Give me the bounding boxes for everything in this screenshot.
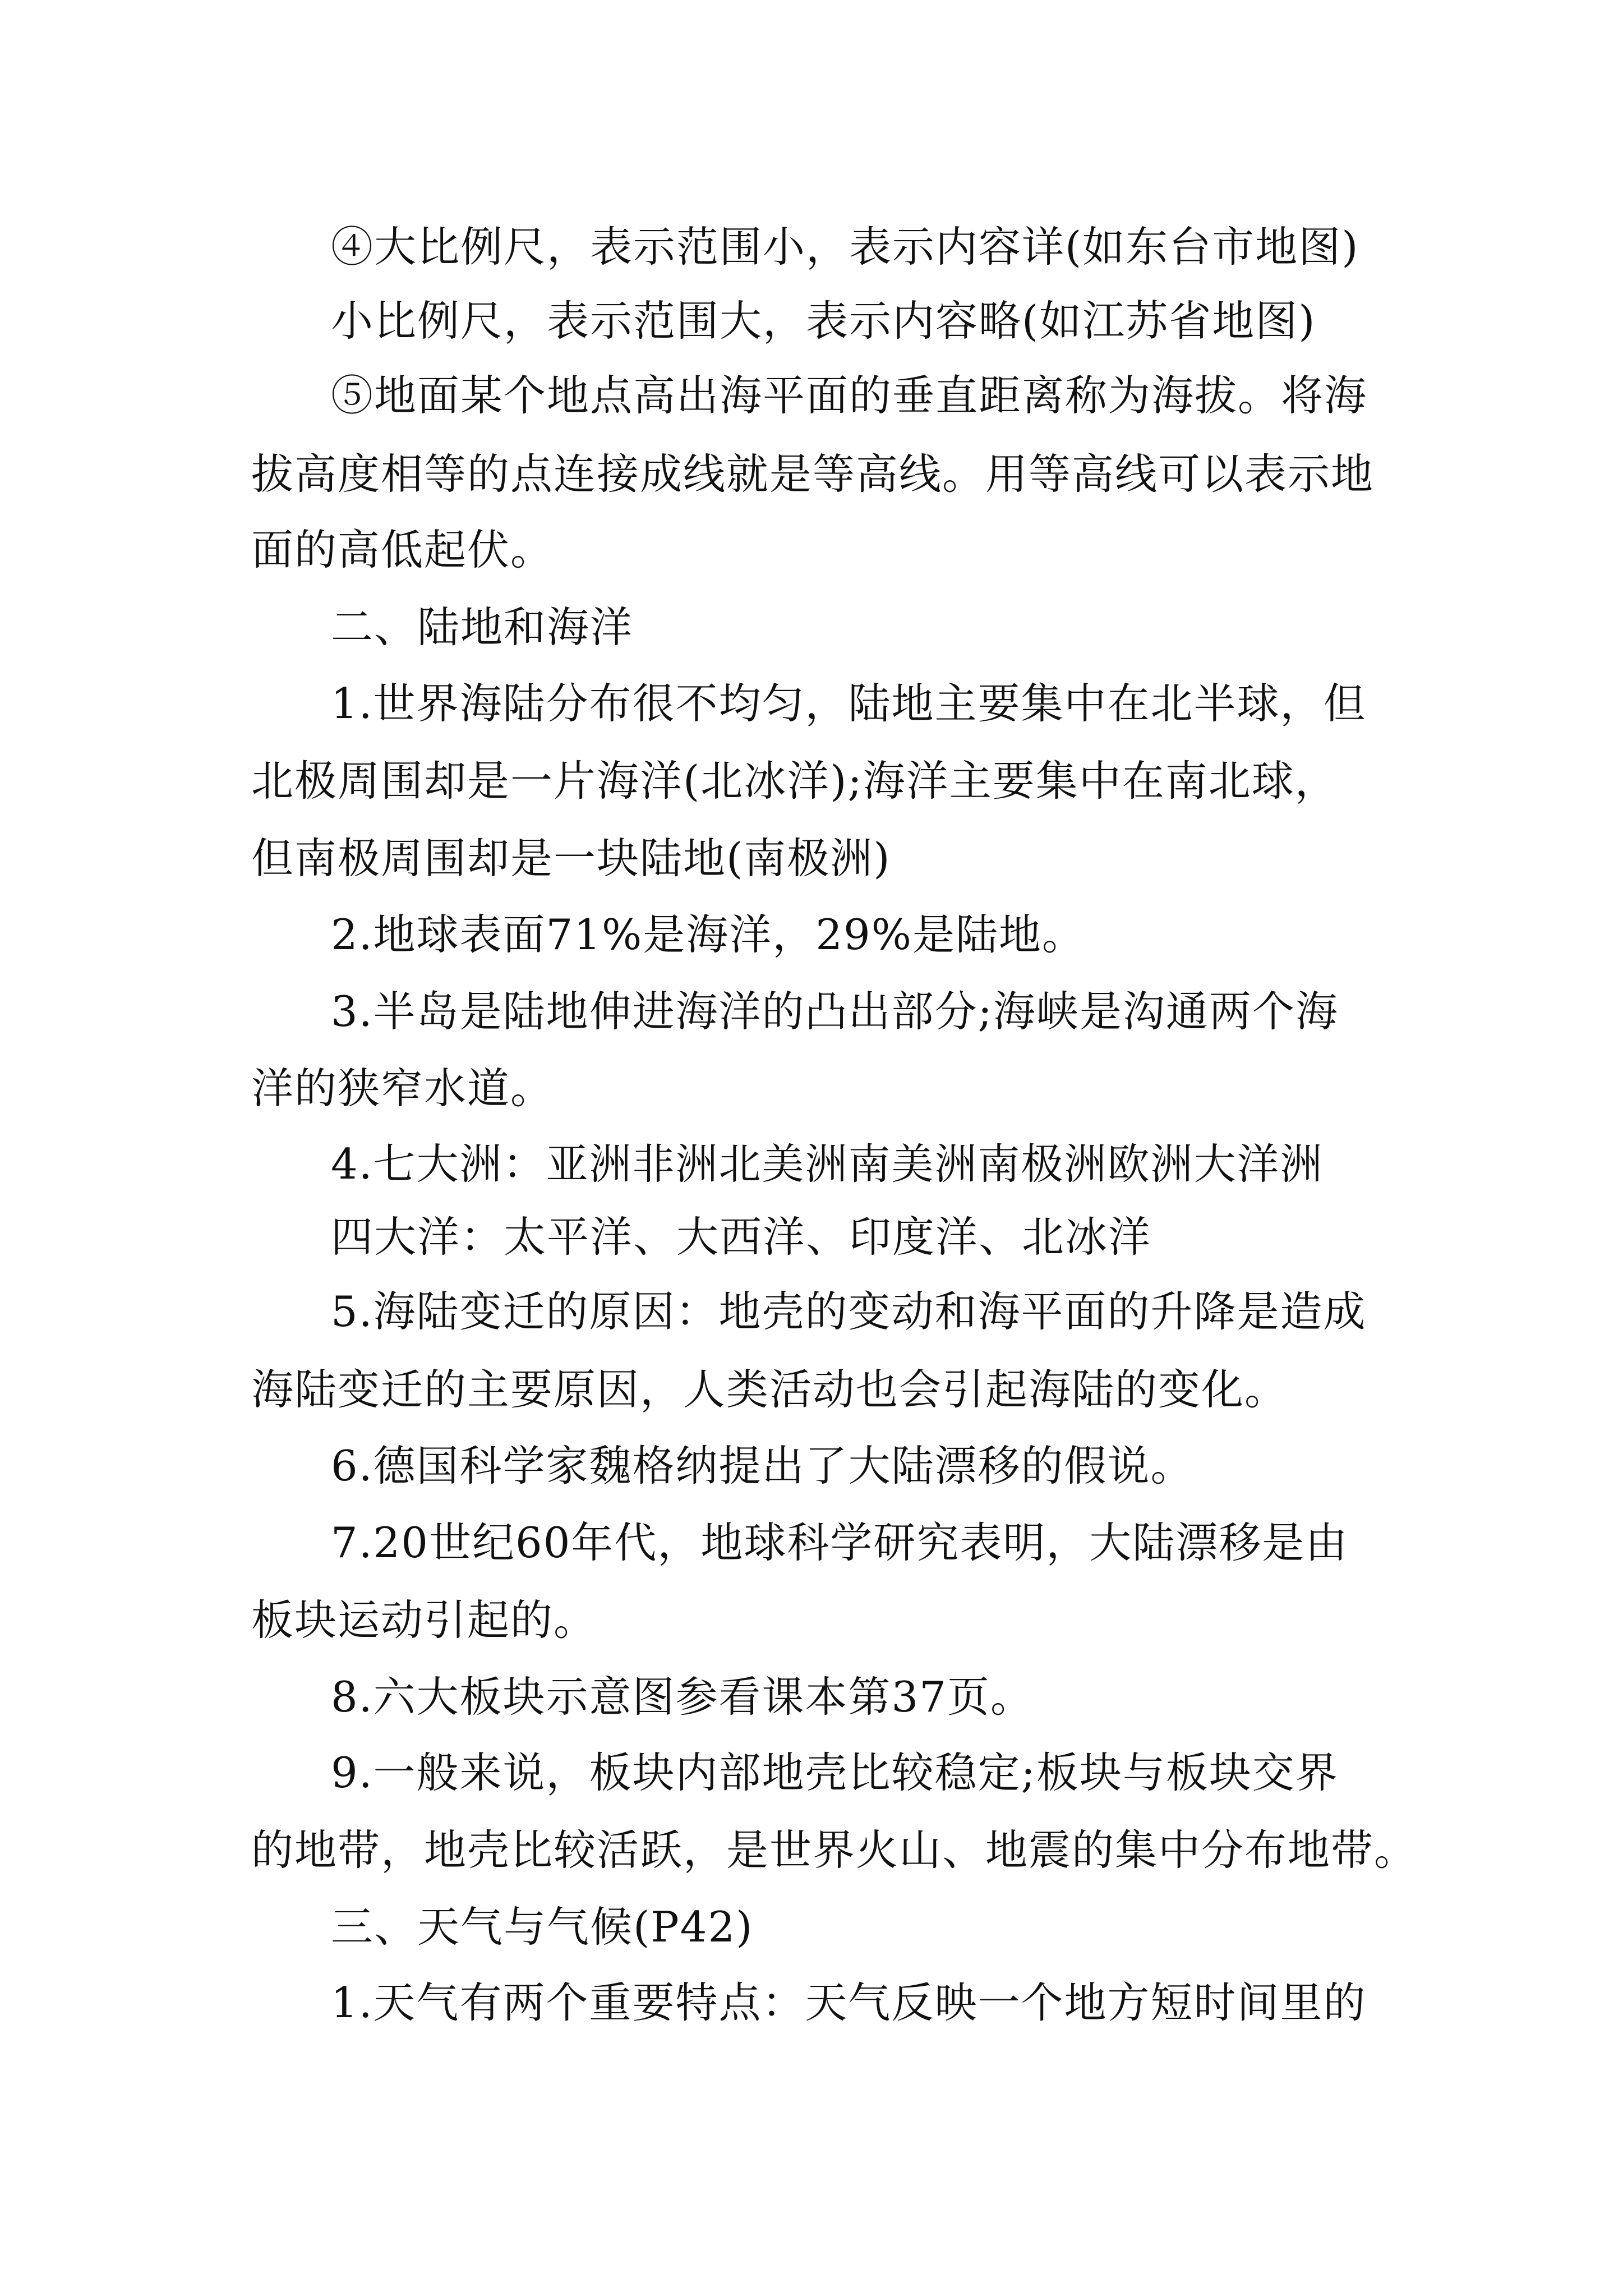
text-line: 3.半岛是陆地伸进海洋的凸出部分;海峡是沟通两个海 — [331, 987, 1339, 1036]
text-line: 1.世界海陆分布很不均匀，陆地主要集中在北半球，但 — [331, 679, 1367, 728]
text-line: ④大比例尺，表示范围小，表示内容详(如东台市地图) — [331, 222, 1359, 272]
text-line: 洋的狭窄水道。 — [251, 1064, 554, 1113]
text-line: 海陆变迁的主要原因，人类活动也会引起海陆的变化。 — [251, 1365, 1288, 1414]
text-line: 四大洋：太平洋、大西洋、印度洋、北冰洋 — [331, 1212, 1152, 1262]
text-line: 但南极周围却是一块陆地(南极洲) — [251, 834, 891, 883]
text-line: 拔高度相等的点连接成线就是等高线。用等高线可以表示地 — [251, 449, 1375, 499]
text-line: 2.地球表面71%是海洋，29%是陆地。 — [331, 910, 1085, 959]
text-line: 的地带，地壳比较活跃，是世界火山、地震的集中分布地带。 — [251, 1825, 1418, 1875]
text-line: 面的高低起伏。 — [251, 525, 554, 574]
text-line: 小比例尺，表示范围大，表示内容略(如江苏省地图) — [331, 296, 1316, 346]
text-line: 8.六大板块示意图参看课本第37页。 — [331, 1672, 1034, 1722]
text-line: 9.一般来说，板块内部地壳比较稳定;板块与板块交界 — [331, 1748, 1339, 1797]
text-line: 7.20世纪60年代，地球科学研究表明，大陆漂移是由 — [331, 1518, 1349, 1567]
text-line: 1.天气有两个重要特点：天气反映一个地方短时间里的 — [331, 1978, 1367, 2027]
section-heading: 二、陆地和海洋 — [331, 602, 634, 652]
section-heading: 三、天气与气候(P42) — [331, 1902, 754, 1952]
text-line: ⑤地面某个地点高出海平面的垂直距离称为海拔。将海 — [331, 371, 1368, 420]
text-line: 板块运动引起的。 — [251, 1595, 597, 1645]
text-line: 6.德国科学家魏格纳提出了大陆漂移的假说。 — [331, 1441, 1194, 1490]
text-line: 北极周围却是一片海洋(北冰洋);海洋主要集中在南北球， — [251, 756, 1338, 806]
text-line: 5.海陆变迁的原因：地壳的变动和海平面的升降是造成 — [331, 1287, 1367, 1336]
text-line: 4.七大洲：亚洲非洲北美洲南美洲南极洲欧洲大洋洲 — [331, 1139, 1324, 1189]
